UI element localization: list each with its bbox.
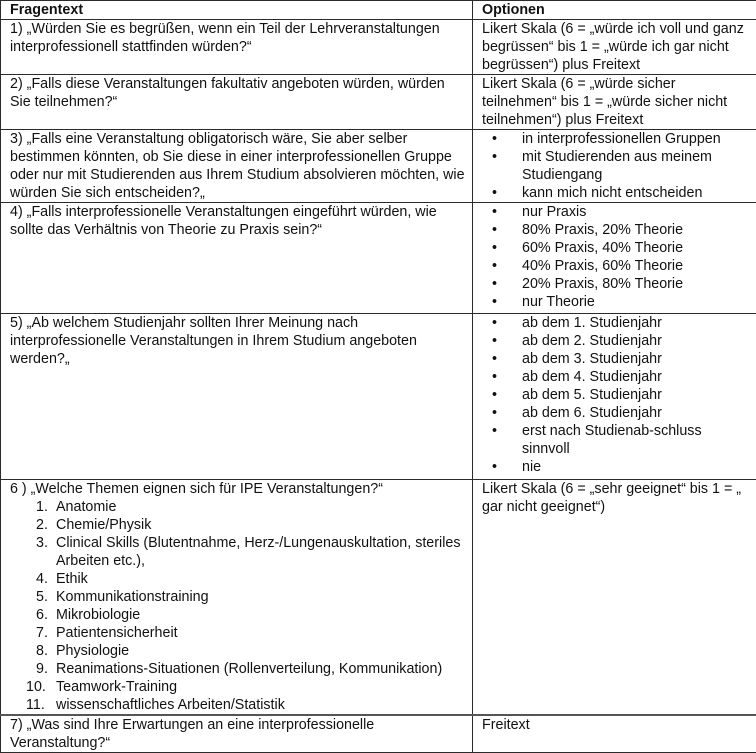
topic-label: Chemie/Physik [56, 517, 151, 533]
option-item [482, 221, 750, 239]
topic-number: 11. [26, 696, 45, 714]
question-cell: 3) „Falls eine Veranstaltung obligatorisch wäre, Sie aber selber bestimmen könnten, ob Sie diese in einer interprofessionellen Gruppe oder nur mit Studierenden aus Ihrem Studium absolvieren möchten, wie würden Sie sich entscheiden?„ [1, 130, 473, 203]
bullet-icon: • [492, 221, 497, 239]
topic-label: Patientensicherheit [56, 625, 178, 641]
table-row [1, 480, 756, 716]
option-label: ab dem 3. Studienjahr [522, 351, 662, 367]
bullet-icon: • [492, 422, 497, 440]
options-cell [473, 130, 756, 203]
options-cell: Likert Skala (6 = „würde sicher teilnehmen“ bis 1 = „würde sicher nicht teilnehmen“) plus Freitext [473, 75, 756, 130]
option-label: in interprofessionellen Gruppen [522, 131, 721, 147]
option-label: 20% Praxis, 80% Theorie [522, 276, 683, 292]
bullet-icon: • [492, 130, 497, 148]
question-cell: 2) „Falls diese Veranstaltungen fakultativ angeboten würden, würden Sie teilnehmen?“ [1, 75, 473, 130]
option-item [482, 422, 750, 458]
topic-label: Teamwork-Training [56, 679, 177, 695]
topic-number: 6. [36, 606, 48, 624]
bullet-icon: • [492, 386, 497, 404]
bullet-icon: • [492, 184, 497, 202]
option-item [482, 386, 750, 404]
option-item [482, 293, 750, 311]
topic-item [26, 660, 466, 678]
table-row [1, 75, 756, 130]
topic-label: wissenschaftliches Arbeiten/Statistik [56, 697, 285, 713]
topic-number: 10. [26, 678, 46, 696]
table-row [1, 130, 756, 203]
topic-number: 9. [36, 660, 48, 678]
options-list [482, 203, 750, 311]
option-label: ab dem 4. Studienjahr [522, 369, 662, 385]
topic-item [26, 570, 466, 588]
option-item [482, 368, 750, 386]
question-text: 6 ) „Welche Themen eignen sich für IPE Veranstaltungen?“ [10, 480, 466, 498]
question-cell [1, 480, 473, 716]
option-label: ab dem 1. Studienjahr [522, 315, 662, 331]
option-item [482, 332, 750, 350]
option-item [482, 130, 750, 148]
topic-label: Anatomie [56, 499, 116, 515]
topic-item [26, 588, 466, 606]
topic-item [26, 534, 466, 570]
table-row [1, 203, 756, 314]
option-label: nur Praxis [522, 204, 586, 220]
option-label: 40% Praxis, 60% Theorie [522, 258, 683, 274]
topic-label: Clinical Skills (Blutentnahme, Herz-/Lungenauskultation, steriles Arbeiten etc.), [56, 535, 460, 569]
options-cell: Likert Skala (6 = „sehr geeignet“ bis 1 = „ gar nicht geeignet“) [473, 480, 756, 716]
table-row [1, 20, 756, 75]
option-label: ab dem 6. Studienjahr [522, 405, 662, 421]
option-label: ab dem 2. Studienjahr [522, 333, 662, 349]
topic-number: 5. [36, 588, 48, 606]
question-cell: 4) „Falls interprofessionelle Veranstaltungen eingeführt würden, wie sollte das Verhältnis von Theorie zu Praxis sein?“ [1, 203, 473, 314]
options-list [482, 130, 750, 202]
topic-label: Physiologie [56, 643, 129, 659]
option-label: 60% Praxis, 40% Theorie [522, 240, 683, 256]
option-label: nie [522, 459, 541, 475]
bullet-icon: • [492, 332, 497, 350]
options-cell: Likert Skala (6 = „würde ich voll und ganz begrüssen“ bis 1 = „würde ich gar nicht begrüssen“) plus Freitext [473, 20, 756, 75]
option-item [482, 350, 750, 368]
option-item [482, 404, 750, 422]
topic-number: 1. [36, 498, 48, 516]
options-cell [473, 314, 756, 480]
option-item [482, 203, 750, 221]
bullet-icon: • [492, 239, 497, 257]
bullet-icon: • [492, 314, 497, 332]
bullet-icon: • [492, 275, 497, 293]
bullet-icon: • [492, 293, 497, 311]
options-cell [473, 203, 756, 314]
option-label: mit Studierenden aus meinem Studiengang [522, 149, 712, 183]
option-item [482, 314, 750, 332]
topic-item [26, 516, 466, 534]
header-row [1, 1, 756, 20]
topic-item [26, 606, 466, 624]
topic-item [26, 696, 466, 714]
header-question-text: Fragentext [1, 1, 473, 20]
bullet-icon: • [492, 368, 497, 386]
question-cell: 5) „Ab welchem Studienjahr sollten Ihrer Meinung nach interprofessionelle Veranstaltungen in Ihrem Studium angeboten werden?„ [1, 314, 473, 480]
topic-label: Mikrobiologie [56, 607, 140, 623]
bullet-icon: • [492, 350, 497, 368]
topic-label: Ethik [56, 571, 88, 587]
option-item [482, 257, 750, 275]
bullet-icon: • [492, 148, 497, 166]
option-item [482, 148, 750, 184]
question-cell: 1) „Würden Sie es begrüßen, wenn ein Teil der Lehrveranstaltungen interprofessionell stattfinden würden?“ [1, 20, 473, 75]
bullet-icon: • [492, 458, 497, 476]
topic-number: 2. [36, 516, 48, 534]
question-cell: 7) „Was sind Ihre Erwartungen an eine interprofessionelle Veranstaltung?“ [1, 715, 473, 753]
topic-label: Reanimations-Situationen (Rollenverteilung, Kommunikation) [56, 661, 442, 677]
topic-item [26, 624, 466, 642]
topics-list [10, 498, 466, 714]
option-item [482, 239, 750, 257]
table-row [1, 715, 756, 753]
topic-item [26, 498, 466, 516]
header-options: Optionen [473, 1, 756, 20]
topic-number: 7. [36, 624, 48, 642]
option-label: ab dem 5. Studienjahr [522, 387, 662, 403]
option-label: erst nach Studienab-schluss sinnvoll [522, 423, 702, 457]
options-cell: Freitext [473, 715, 756, 753]
bullet-icon: • [492, 257, 497, 275]
option-label: kann mich nicht entscheiden [522, 185, 702, 201]
topic-number: 8. [36, 642, 48, 660]
option-item [482, 184, 750, 202]
topic-number: 3. [36, 534, 48, 552]
topic-label: Kommunikationstraining [56, 589, 209, 605]
option-label: 80% Praxis, 20% Theorie [522, 222, 683, 238]
table-row [1, 314, 756, 480]
option-item [482, 458, 750, 476]
bullet-icon: • [492, 404, 497, 422]
options-list [482, 314, 750, 476]
option-label: nur Theorie [522, 294, 595, 310]
option-item [482, 275, 750, 293]
topic-item [26, 642, 466, 660]
topic-item [26, 678, 466, 696]
topic-number: 4. [36, 570, 48, 588]
bullet-icon: • [492, 203, 497, 221]
